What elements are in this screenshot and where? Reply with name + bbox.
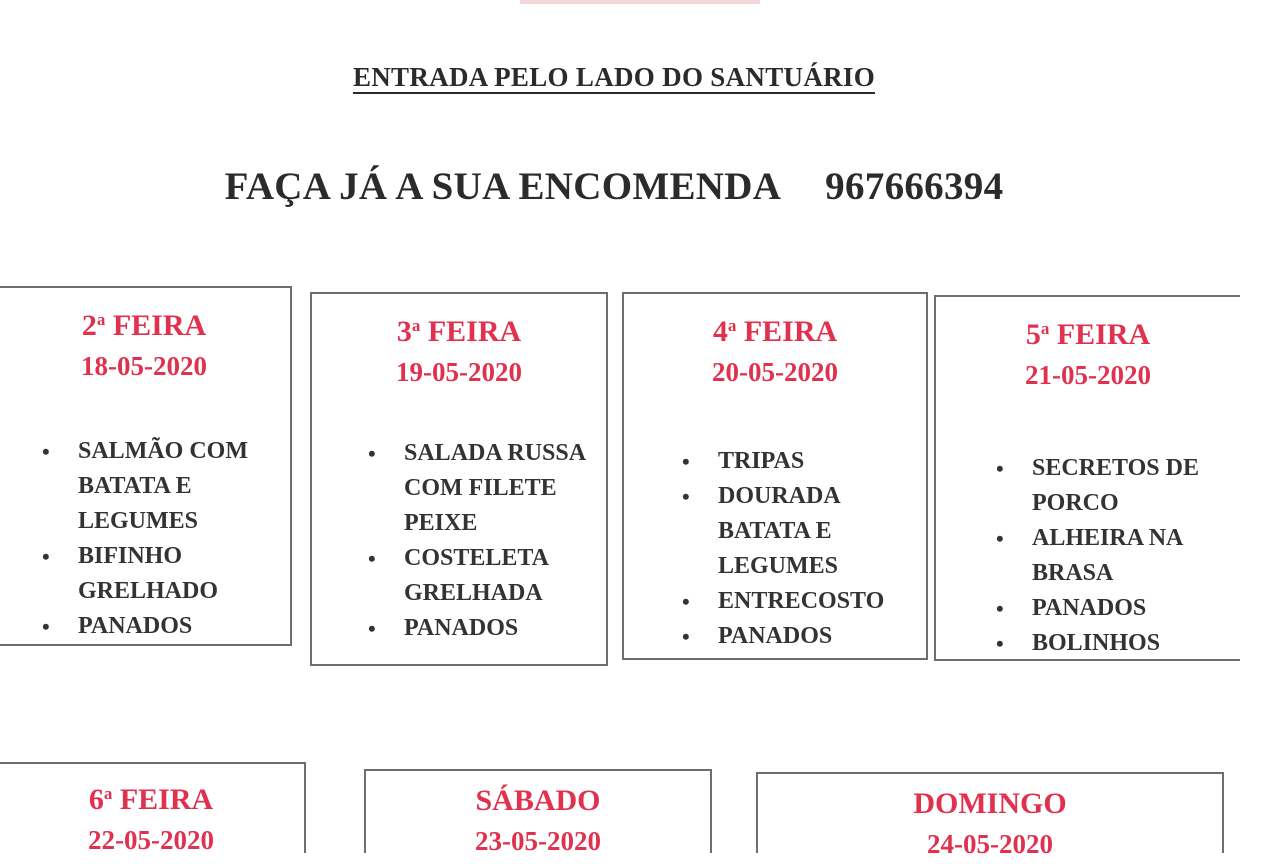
menu-list xyxy=(990,451,1230,661)
day-title: SÁBADO xyxy=(475,784,601,817)
list-item: • PANADOS xyxy=(362,611,602,646)
day-date: 19-05-2020 xyxy=(396,357,522,387)
menu-box-saturday xyxy=(364,769,712,856)
menu-box-sunday xyxy=(756,772,1224,859)
list-item: • BIFINHO GRELHADO xyxy=(36,539,276,609)
list-item: • SECRETOS DE PORCO xyxy=(990,451,1230,521)
day-title: 6$^a$ FEIRA xyxy=(88,783,214,816)
day-date: 21-05-2020 xyxy=(1025,360,1151,390)
menu-box-friday xyxy=(0,762,306,853)
menu-list xyxy=(36,434,276,644)
day-title: 3$^a$ FEIRA xyxy=(396,315,522,348)
day-date: 24-05-2020 xyxy=(927,829,1053,859)
day-title: 5$^a$ FEIRA xyxy=(1025,318,1151,351)
list-item: • PANADOS xyxy=(676,619,898,654)
menu-box-monday xyxy=(0,286,292,646)
list-item: • BOLINHOS xyxy=(990,626,1230,661)
top-decoration xyxy=(520,0,760,4)
headline-text: FAÇA JÁ A SUA ENCOMENDA xyxy=(224,165,782,208)
day-date: 18-05-2020 xyxy=(81,351,207,381)
subtitle-text: ENTRADA PELO LADO DO SANTUÁRIO xyxy=(352,62,876,92)
list-item: • ALHEIRA NA BRASA xyxy=(990,521,1230,591)
day-title: DOMINGO xyxy=(913,787,1067,820)
list-item: • COSTELETA GRELHADA xyxy=(362,541,602,611)
menu-box-thursday xyxy=(934,295,1240,661)
subtitle xyxy=(0,62,1228,93)
menu-list xyxy=(362,436,602,646)
list-item: • SALMÃO COM BATATA E LEGUMES xyxy=(36,434,276,539)
day-title: 2$^a$ FEIRA xyxy=(81,309,207,342)
menu-box-wednesday xyxy=(622,292,928,660)
list-item: • PANADOS xyxy=(36,609,276,644)
menu-box-tuesday xyxy=(310,292,608,666)
list-item: • ENTRECOSTO xyxy=(676,584,898,619)
day-title: 4$^a$ FEIRA xyxy=(712,315,838,348)
day-date: 23-05-2020 xyxy=(475,826,601,856)
list-item: • TRIPAS xyxy=(676,444,898,479)
list-item: • SALADA RUSSA COM FILETE PEIXE xyxy=(362,436,602,541)
menu-list xyxy=(676,444,898,654)
day-date: 20-05-2020 xyxy=(712,357,838,387)
day-date: 22-05-2020 xyxy=(88,825,214,855)
headline xyxy=(0,164,1228,209)
list-item: • DOURADA BATATA E LEGUMES xyxy=(676,479,898,584)
phone-number: 967666394 xyxy=(825,165,1004,208)
list-item: • PANADOS xyxy=(990,591,1230,626)
